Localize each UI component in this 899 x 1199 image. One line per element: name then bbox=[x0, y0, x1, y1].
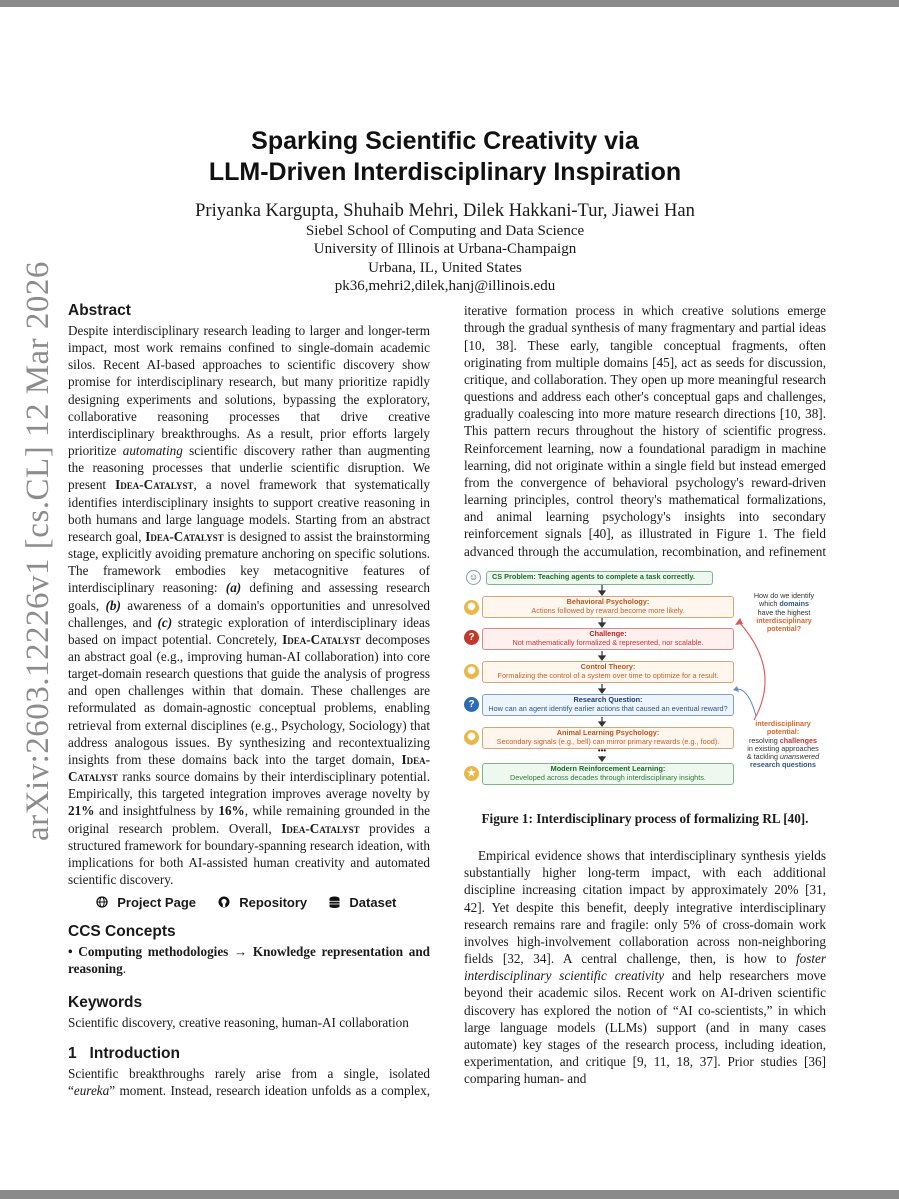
affiliation bbox=[100, 219, 790, 295]
github-icon bbox=[218, 896, 230, 908]
authors: Priyanka Kargupta, Shuhaib Mehri, Dilek Hakkani-Tur, Jiawei Han bbox=[195, 201, 695, 221]
star-icon: ★ bbox=[464, 766, 479, 781]
affil-line: Urbana, IL, United States bbox=[368, 259, 522, 276]
intro-heading: 1 Introduction bbox=[68, 1044, 180, 1062]
dataset-link[interactable]: Dataset bbox=[329, 895, 403, 910]
control-theory-box: Control Theory: Formalizing the control of a system over time to optimize for a result. bbox=[482, 661, 734, 683]
keywords-text: Scientific discovery, creative reasoning, human-AI collaboration bbox=[68, 1014, 409, 1030]
idea-icon: ✺ bbox=[464, 664, 479, 679]
figure-1 bbox=[464, 570, 826, 802]
figure-caption: Figure 1: Interdisciplinary process of formalizing RL [40]. bbox=[481, 811, 809, 826]
arxiv-stamp: arXiv:2603.12226v1 [cs.CL] 12 Mar 2026 bbox=[20, 261, 56, 841]
question-icon: ? bbox=[464, 697, 479, 712]
challenge-icon: ? bbox=[464, 630, 479, 645]
top-border bbox=[0, 0, 899, 7]
title-line: LLM-Driven Interdisciplinary Inspiration bbox=[208, 158, 682, 186]
abstract-heading: Abstract bbox=[68, 302, 131, 319]
side-potential: interdisciplinary potential: resolving challenges in existing approaches & tackling unanswered research questions bbox=[746, 719, 820, 770]
side-question: How do we identify which domains have the highest interdisciplinary potential? bbox=[753, 591, 815, 634]
animal-learning-box: Animal Learning Psychology: Secondary signals (e.g., bell) can mirror primary rewards (e.g., food). bbox=[482, 727, 734, 749]
behavioral-psychology-box: Behavioral Psychology: Actions followed by reward become more likely. bbox=[482, 596, 734, 618]
person-icon: ☺ bbox=[466, 570, 481, 585]
database-icon bbox=[329, 896, 340, 908]
cs-problem-box: CS Problem: Teaching agents to complete a task correctly. bbox=[486, 571, 713, 585]
left-column bbox=[68, 300, 430, 1100]
idea-icon: ✺ bbox=[464, 730, 479, 745]
bottom-border bbox=[0, 1190, 899, 1199]
globe-icon bbox=[96, 896, 108, 908]
right-column bbox=[464, 303, 826, 1087]
abstract-text: Despite interdisciplinary research leading to larger and longer-term impact, most work remains confined to single-domain academic silos. Recent AI-based approaches to scientific discovery show promise for interdisciplinary research, but many prioritize rapidly designing experiments and solutions, bypassing the exploratory, collaborative reasoning processes that drive creative interdisciplinary breakthroughs. As a result, prior efforts largely prioritize automating scientific discovery rather than augmenting the reasoning processes that underlie scientific disruption. We present Idea-Catalyst, a novel framework that systematically identifies interdisciplinary insights to support creative reasoning in both humans and large language models. Starting from an abstract research goal, Idea-Catalyst is designed to assist the brainstorming stage, explicitly avoiding premature anchoring on specific solutions. The framework embodies key metacognitive features of interdisciplinary reasoning: (a) defining and assessing research goals, (b) awareness of a domain's opportunities and unresolved challenges, and (c) strategic exploration of interdisciplinary ideas based on impact potential. Concretely, Idea-Catalyst decomposes an abstract goal (e.g., improving human-AI collaboration) into core target-domain research questions that guide the analysis of progress and open challenges within that domain. These challenges are reformulated as domain-agnostic conceptual problems, enabling retrieval from external disciplines (e.g., Psychology, Sociology) that address analogous issues. By synthesizing and recontextualizing insights from these domains back into the target domain, Idea-Catalyst ranks source domains by their interdisciplinary potential. Empirically, this targeted integration improves average novelty by 21% and insightfulness by 16%, while remaining grounded in the original research problem. Overall, Idea-Catalyst provides a structured framework for boundary-spanning research ideation, with implications for both AI-assisted human creativity and automated scientific discovery. bbox=[68, 323, 431, 887]
affil-email: pk36,mehri2,dilek,hanj@illinois.edu bbox=[334, 277, 556, 294]
project-page-link[interactable]: Project Page bbox=[96, 895, 206, 910]
intro-paragraph-2: Empirical evidence shows that interdisciplinary synthesis yields substantially higher long-term impact, with each additional discipline increasing citation impact by approximately 20% [31, 42]. Yet despite this benefit, deeply integrative interdisciplinary research remains rare and fragile: only 5% of cross-domain work involves high-involvement collaboration across non-neighboring fields [32, 34]. A central challenge, then, is how to foster interdisciplinary scientific creativity and help researchers move beyond their academic silos. Recent work on AI-driven scientific discovery has explored the notion of “AI co-scientists,” in which large language models (LLMs) support (and in many cases automate) key stages of the research process, including ideation, experimentation, and critique [9, 11, 18, 37]. Prior studies [36] comparing human- and bbox=[464, 848, 827, 1087]
keywords-heading: Keywords bbox=[68, 993, 143, 1011]
affil-line: Siebel School of Computing and Data Science bbox=[305, 223, 585, 239]
challenge-box: Challenge: Not mathematically formalized & represented, nor scalable. bbox=[482, 628, 734, 650]
resource-links bbox=[68, 894, 430, 911]
title-line: Sparking Scientific Creativity via bbox=[251, 127, 639, 155]
repository-link[interactable]: Repository bbox=[218, 895, 317, 910]
modern-rl-box: Modern Reinforcement Learning: Developed across decades through interdisciplinary insights. bbox=[482, 763, 734, 785]
research-question-box: Research Question: How can an agent identify earlier actions that caused an eventual reward? bbox=[482, 694, 734, 716]
ccs-text: • Computing methodologies → Knowledge representation and reasoning. bbox=[68, 944, 431, 977]
paper-title bbox=[100, 126, 790, 188]
idea-icon: ✺ bbox=[464, 600, 479, 615]
ellipsis-dots: ••• bbox=[597, 746, 607, 755]
intro-paragraph-1: Scientific breakthroughs rarely arise from a single, isolated “eureka” moment. Instead, research ideation unfolds as a complex, bbox=[68, 1065, 430, 1098]
affil-line: University of Illinois at Urbana-Champaign bbox=[313, 241, 577, 258]
intro-paragraph-1-continued: iterative formation process in which creative solutions emerge through the gradual synthesis of many fragmentary and partial ideas [10, 38]. These early, tangible conceptual fragments, often originating from multiple domains [45], act as seeds for discussion, critique, and collaboration. They open up more meaningful research questions and address each other's conceptual gaps and challenges, gradually coalescing into more mature research directions [10, 38]. This pattern recurs throughout the history of scientific progress. Reinforcement learning, now a foundational paradigm in machine learning, did not originate within a single field but instead emerged from the convergence of behavioral psychology's reward-driven learning principles, control theory's mathematical formalizations, and animal learning psychology's insights into secondary reinforcement signals [40], as illustrated in Figure 1. The field advanced through the accumulation, recombination, and refinement bbox=[464, 303, 826, 558]
ccs-heading: CCS Concepts bbox=[68, 923, 176, 941]
